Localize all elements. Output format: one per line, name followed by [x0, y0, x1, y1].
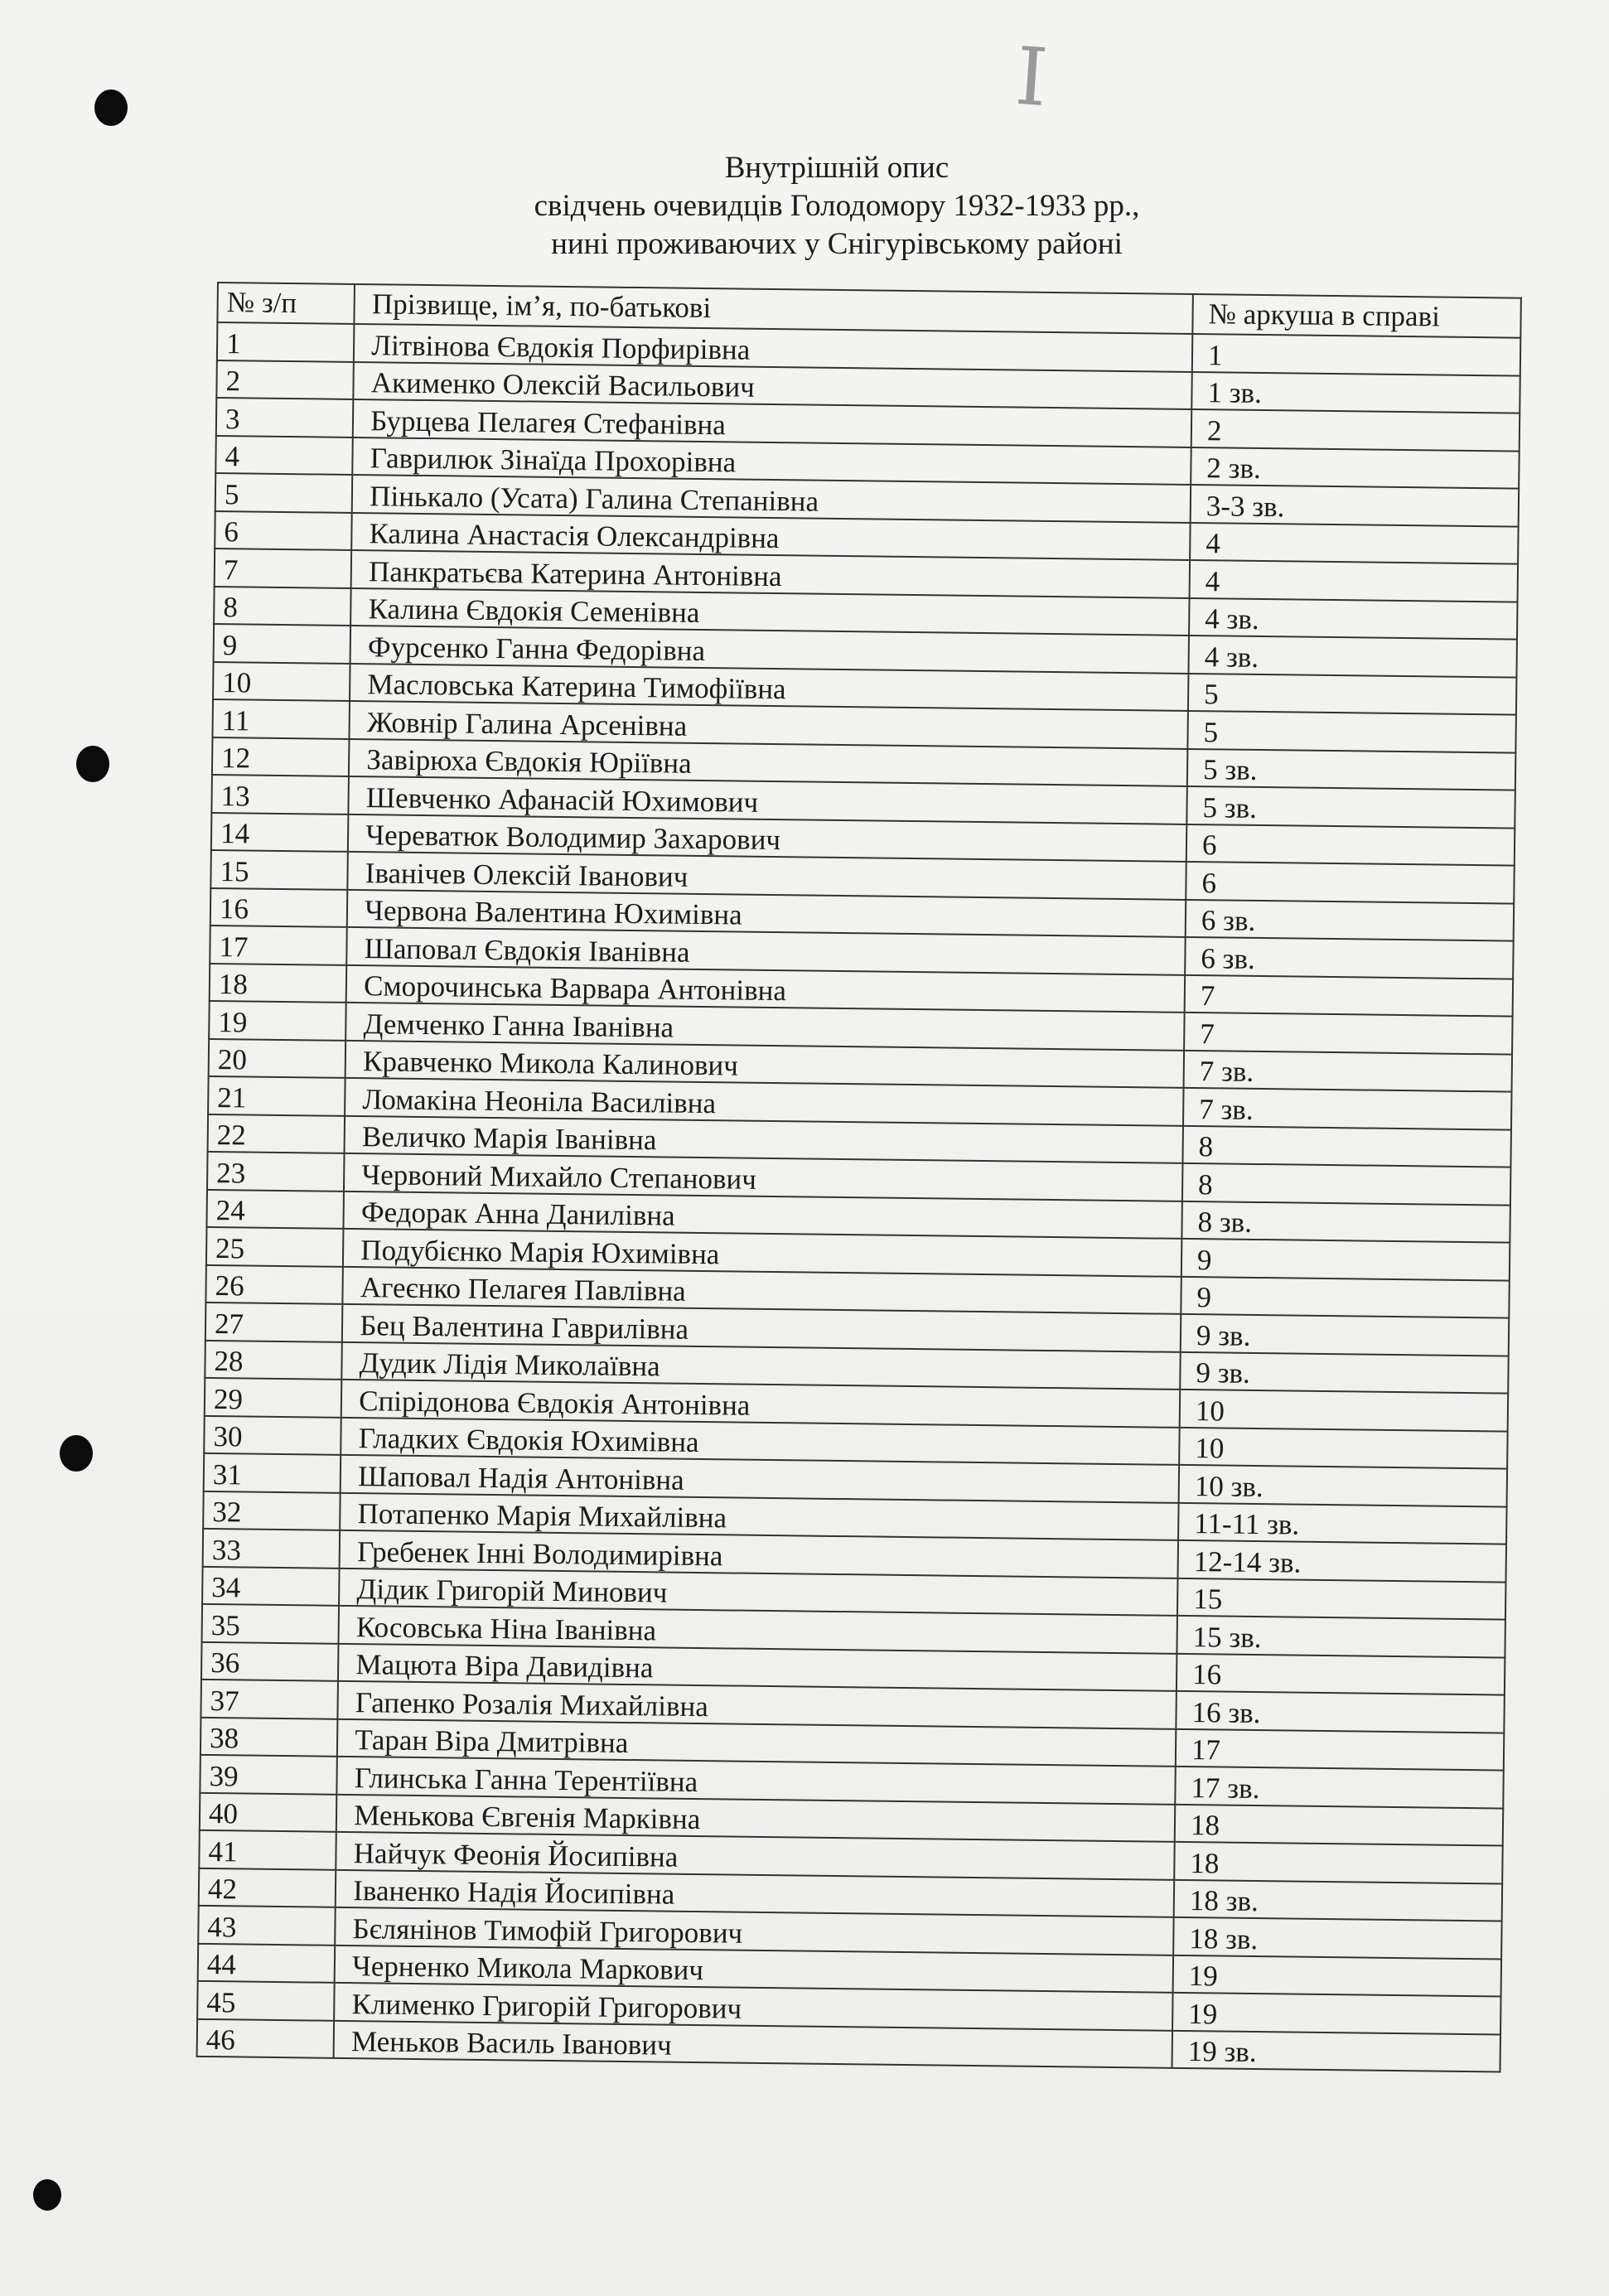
row-num: 46: [197, 2018, 335, 2057]
row-num: 37: [201, 1680, 338, 1718]
row-num: 44: [198, 1943, 336, 1982]
row-name: Дудик Лідія Миколаївна: [342, 1341, 1181, 1390]
row-num: 27: [205, 1303, 343, 1341]
row-name: Спірідонова Євдокія Антонівна: [341, 1380, 1180, 1428]
punch-hole-4: [33, 2179, 61, 2211]
row-num: 28: [205, 1340, 342, 1379]
row-name: Череватюк Володимир Захарович: [348, 814, 1186, 862]
row-name: Бєлянінов Тимофій Григорович: [335, 1907, 1173, 1955]
row-name: Косовська Ніна Іванівна: [339, 1606, 1177, 1654]
row-sheet: 5: [1187, 711, 1516, 752]
row-name: Шаповал Надія Антонівна: [341, 1455, 1179, 1503]
row-num: 23: [207, 1152, 345, 1191]
row-name: Іваненко Надія Йосипівна: [336, 1869, 1174, 1917]
table-body: [197, 322, 1521, 2072]
row-name: Черненко Микола Маркович: [335, 1945, 1173, 1993]
row-sheet: 5: [1188, 673, 1517, 714]
row-sheet: 6: [1186, 824, 1515, 865]
row-name: Акименко Олексій Васильович: [354, 361, 1192, 409]
row-sheet: 19 зв.: [1172, 2030, 1500, 2071]
row-sheet: 7 зв.: [1183, 1088, 1512, 1129]
row-sheet: 4 зв.: [1188, 636, 1517, 677]
row-name: Величко Марія Іванівна: [345, 1115, 1183, 1163]
row-sheet: 9: [1181, 1276, 1510, 1317]
row-name: Бурцева Пелагея Стефанівна: [353, 399, 1191, 447]
row-sheet: 2 зв.: [1191, 447, 1520, 488]
row-sheet: 7 зв.: [1184, 1050, 1513, 1091]
row-sheet: 4: [1190, 560, 1519, 602]
row-name: Менькова Євгенія Марківна: [336, 1794, 1175, 1842]
row-num: 39: [200, 1755, 337, 1794]
row-num: 25: [206, 1227, 344, 1266]
row-name: Клименко Григорій Григорович: [334, 1983, 1172, 2031]
row-name: Шаповал Євдокія Іванівна: [346, 927, 1185, 975]
row-sheet: 8 зв.: [1181, 1201, 1510, 1242]
row-name: Кравченко Микола Калинович: [345, 1040, 1184, 1088]
row-name: Гапенко Розалія Михайлівна: [338, 1681, 1177, 1729]
row-num: 36: [201, 1641, 339, 1680]
witness-inventory-table: [196, 282, 1522, 2073]
header-num: № з/п: [217, 283, 355, 324]
row-num: 17: [210, 926, 347, 964]
row-name: Подубієнко Марія Юхимівна: [343, 1229, 1181, 1277]
row-sheet: 1: [1192, 334, 1521, 375]
row-num: 26: [205, 1264, 343, 1303]
row-num: 6: [215, 510, 352, 549]
header-name: Прізвище, ім’я, по-батькові: [355, 284, 1193, 334]
row-num: 7: [215, 549, 352, 587]
row-name: Дідик Григорій Минович: [339, 1568, 1177, 1616]
row-num: 4: [215, 435, 353, 474]
row-name: Агеєнко Пелагея Павлівна: [343, 1266, 1181, 1314]
row-num: 2: [216, 360, 354, 399]
title-line-2: свідчень очевидців Голодомору 1932-1933 рр.,: [534, 189, 1140, 223]
row-name: Фурсенко Ганна Федорівна: [350, 626, 1189, 674]
row-sheet: 6 зв.: [1185, 937, 1514, 979]
row-sheet: 9: [1181, 1239, 1510, 1280]
row-name: Іванічев Олексій Іванович: [348, 852, 1186, 900]
row-sheet: 18: [1175, 1804, 1504, 1845]
row-name: Масловська Катерина Тимофіївна: [350, 663, 1188, 711]
row-sheet: 7: [1184, 1013, 1513, 1054]
row-num: 3: [216, 398, 354, 437]
row-name: Завірюха Євдокія Юріївна: [349, 738, 1187, 786]
row-sheet: 10: [1179, 1427, 1508, 1468]
row-name: Гладких Євдокія Юхимівна: [341, 1417, 1179, 1465]
row-name: Панкратьєва Катерина Антонівна: [351, 550, 1190, 598]
row-name: Гребенек Інні Володимирівна: [340, 1530, 1178, 1578]
row-sheet: 17 зв.: [1175, 1767, 1504, 1808]
row-name: Найчук Феонія Йосипівна: [336, 1832, 1175, 1880]
row-num: 14: [211, 812, 349, 851]
header-sheet: № аркуша в справі: [1192, 294, 1521, 338]
row-name: Потапенко Марія Михайлівна: [340, 1492, 1178, 1540]
row-sheet: 18 зв.: [1174, 1879, 1503, 1921]
row-num: 41: [199, 1830, 336, 1869]
row-name: Калина Євдокія Семенівна: [350, 587, 1189, 636]
punch-hole-3: [60, 1435, 93, 1472]
row-sheet: 16 зв.: [1176, 1691, 1505, 1733]
row-num: 22: [208, 1114, 345, 1153]
row-sheet: 18: [1174, 1842, 1503, 1883]
row-sheet: 2: [1191, 409, 1520, 451]
row-num: 1: [217, 322, 355, 361]
row-name: Таран Віра Дмитрівна: [337, 1718, 1176, 1767]
row-num: 21: [208, 1076, 345, 1115]
row-num: 16: [210, 887, 348, 926]
row-name: Ломакіна Неоніла Василівна: [345, 1078, 1183, 1126]
row-num: 11: [212, 699, 350, 738]
row-sheet: 6 зв.: [1186, 899, 1515, 940]
row-sheet: 8: [1182, 1163, 1511, 1205]
row-num: 45: [197, 1981, 335, 2020]
row-sheet: 4 зв.: [1189, 597, 1518, 639]
row-num: 32: [203, 1491, 341, 1530]
row-num: 42: [199, 1868, 336, 1907]
row-num: 31: [204, 1453, 341, 1492]
row-name: Гаврилюк Зінаїда Прохорівна: [353, 437, 1191, 485]
row-num: 30: [204, 1415, 341, 1454]
row-sheet: 9 зв.: [1181, 1314, 1510, 1356]
row-name: Червоний Михайло Степанович: [344, 1153, 1182, 1201]
row-num: 33: [203, 1529, 341, 1568]
handwritten-page-mark: I: [1012, 29, 1051, 125]
row-num: 34: [202, 1566, 340, 1605]
row-sheet: 19: [1172, 1993, 1501, 2034]
row-sheet: 19: [1173, 1955, 1502, 1996]
row-sheet: 16: [1177, 1653, 1505, 1694]
row-sheet: 17: [1176, 1728, 1505, 1770]
row-sheet: 4: [1190, 522, 1519, 563]
row-num: 15: [210, 850, 348, 889]
title-line-3: нині проживаючих у Снігурівському районі: [551, 227, 1123, 261]
row-sheet: 3-3 зв.: [1191, 485, 1520, 526]
row-num: 18: [210, 963, 347, 1002]
row-num: 10: [213, 661, 350, 700]
row-sheet: 5 зв.: [1186, 786, 1515, 828]
row-name: Мацюта Віра Давидівна: [338, 1643, 1177, 1691]
row-sheet: 9 зв.: [1180, 1351, 1509, 1393]
row-name: Літвінова Євдокія Порфирівна: [354, 324, 1192, 372]
row-name: Меньков Василь Іванович: [334, 2020, 1172, 2068]
row-num: 20: [209, 1038, 346, 1077]
row-num: 29: [205, 1378, 342, 1417]
row-name: Демченко Ганна Іванівна: [345, 1003, 1184, 1051]
row-sheet: 7: [1185, 974, 1514, 1016]
row-sheet: 10 зв.: [1179, 1465, 1508, 1506]
row-name: Бец Валентина Гаврилівна: [342, 1304, 1181, 1352]
punch-hole-2: [76, 746, 109, 782]
row-num: 19: [209, 1001, 346, 1040]
row-sheet: 6: [1186, 862, 1515, 903]
row-name: Шевченко Афанасій Юхимович: [349, 776, 1187, 824]
row-num: 13: [211, 775, 349, 814]
row-num: 38: [201, 1717, 338, 1756]
title-line-1: Внутрішній опис: [724, 151, 949, 185]
document-title: [464, 149, 1210, 263]
row-num: 8: [214, 586, 351, 625]
row-sheet: 12-14 зв.: [1178, 1540, 1507, 1582]
row-sheet: 8: [1182, 1125, 1511, 1167]
row-num: 5: [215, 473, 353, 512]
row-name: Пінькало (Усата) Галина Степанівна: [352, 475, 1191, 523]
row-num: 9: [214, 624, 351, 663]
row-num: 24: [206, 1189, 344, 1228]
row-name: Червона Валентина Юхимівна: [347, 889, 1186, 937]
row-sheet: 11-11 зв.: [1178, 1502, 1507, 1544]
row-name: Глинська Ганна Терентіївна: [337, 1757, 1176, 1805]
row-sheet: 18 зв.: [1173, 1917, 1502, 1959]
row-sheet: 1 зв.: [1191, 371, 1520, 413]
row-name: Сморочинська Варвара Антонівна: [346, 964, 1185, 1013]
row-num: 40: [200, 1792, 337, 1831]
punch-hole-1: [94, 89, 128, 126]
row-sheet: 10: [1180, 1390, 1509, 1431]
row-name: Федорак Анна Данилівна: [344, 1191, 1182, 1239]
row-sheet: 15: [1177, 1578, 1506, 1619]
row-sheet: 5 зв.: [1187, 748, 1516, 790]
row-num: 35: [202, 1604, 340, 1643]
row-sheet: 15 зв.: [1177, 1616, 1505, 1657]
row-num: 12: [212, 737, 350, 776]
row-num: 43: [198, 1906, 336, 1945]
row-name: Жовнір Галина Арсенівна: [350, 701, 1188, 749]
row-name: Калина Анастасія Олександрівна: [351, 512, 1190, 560]
witness-inventory-table-wrap: [195, 282, 1522, 2158]
